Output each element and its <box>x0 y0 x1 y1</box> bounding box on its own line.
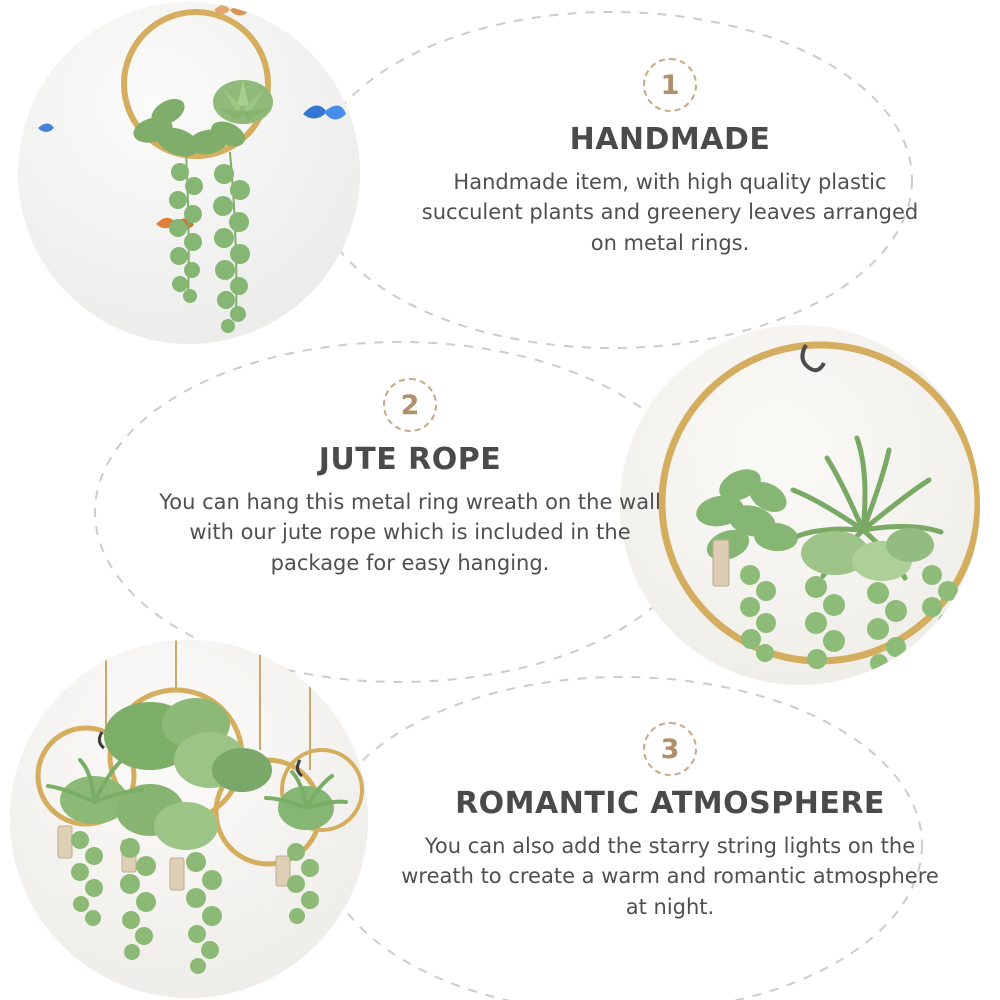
feature-block-3 <box>390 722 950 922</box>
photo-wreath-butterflies <box>18 2 360 344</box>
feature-description-1: Handmade item, with high quality plastic succulent plants and greenery leaves arranged on metal rings. <box>421 170 919 255</box>
feature-number-badge-2: 2 <box>383 378 437 432</box>
feature-title-2: JUTE ROPE <box>318 442 502 477</box>
feature-number-badge-1: 1 <box>643 58 697 112</box>
feature-title-3: ROMANTIC ATMOSPHERE <box>455 786 885 821</box>
photo-wreath-group <box>10 640 368 998</box>
feature-description-3: You can also add the starry string lights on the wreath to create a warm and romantic atmosphere at night. <box>401 834 939 919</box>
feature-number-badge-3: 3 <box>643 722 697 776</box>
photo-wreath-closeup <box>620 325 980 685</box>
feature-block-2 <box>155 378 665 578</box>
feature-description-2: You can hang this metal ring wreath on the wall with our jute rope which is included in the package for easy hanging. <box>159 490 661 575</box>
feature-title-1: HANDMADE <box>569 122 771 157</box>
feature-block-1 <box>420 58 920 258</box>
